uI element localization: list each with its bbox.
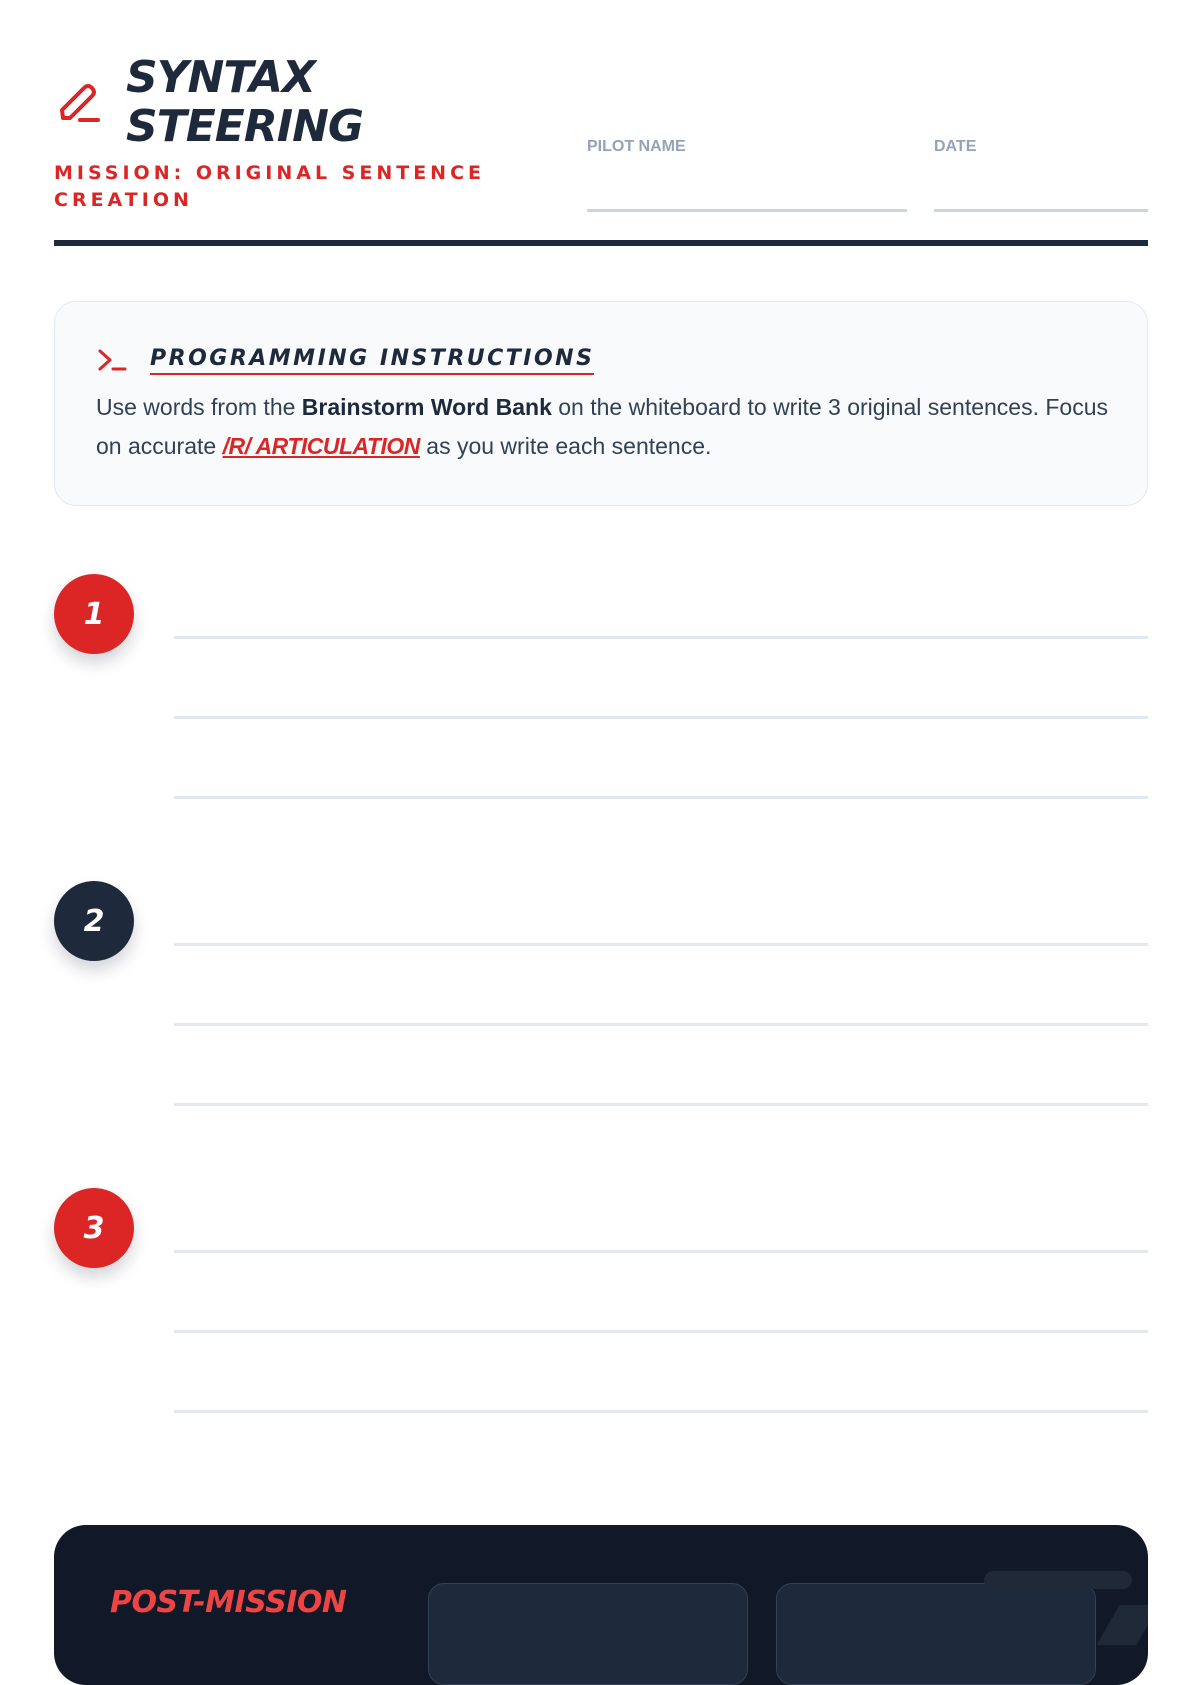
writing-line[interactable] [174, 1250, 1148, 1253]
pilot-name-line[interactable] [587, 209, 907, 212]
pilot-name-field[interactable] [587, 138, 907, 156]
title-line-1: SYNTAX [126, 52, 315, 103]
sentence-block-1 [54, 574, 1148, 814]
date-label: DATE [934, 138, 977, 155]
post-mission-corner-decoration [1096, 1605, 1148, 1645]
instructions-text [96, 388, 1116, 466]
post-mission-box-2[interactable] [776, 1583, 1096, 1685]
mission-subtitle: MISSION: ORIGINAL SENTENCE CREATION [54, 162, 485, 211]
sentence-block-3 [54, 1188, 1148, 1428]
worksheet-header [54, 50, 1148, 246]
writing-line[interactable] [174, 1330, 1148, 1333]
instructions-text-start: Use words from the [96, 394, 302, 420]
writing-line[interactable] [174, 636, 1148, 639]
post-mission-panel [54, 1525, 1148, 1685]
word-bank-reference: Brainstorm Word Bank [301, 394, 552, 420]
post-mission-title: POST-MISSION [110, 1585, 347, 1620]
instructions-title: PROGRAMMING INSTRUCTIONS [150, 346, 594, 375]
date-line[interactable] [934, 209, 1148, 212]
sentence-number-badge: 2 [54, 881, 134, 961]
sentence-number-badge: 3 [54, 1188, 134, 1268]
page-title [126, 53, 363, 151]
articulation-highlight: /R/ ARTICULATION [222, 433, 420, 459]
date-field[interactable] [934, 138, 1148, 156]
instructions-panel [54, 301, 1148, 506]
sentence-block-2 [54, 881, 1148, 1121]
sentence-number-badge: 1 [54, 574, 134, 654]
post-mission-decoration [984, 1571, 1132, 1589]
instructions-text-end: as you write each sentence. [419, 433, 712, 459]
pencil-icon [54, 80, 104, 130]
post-mission-box-1[interactable] [428, 1583, 748, 1685]
writing-line[interactable] [174, 1410, 1148, 1413]
title-line-2: STEERING [126, 101, 364, 152]
instructions-text-middle: on the whiteboard to write 3 original sentences. Focus on accurate [96, 394, 1109, 459]
writing-line[interactable] [174, 1103, 1148, 1106]
writing-line[interactable] [174, 943, 1148, 946]
pilot-name-label: PILOT NAME [587, 138, 686, 155]
writing-line[interactable] [174, 796, 1148, 799]
writing-line[interactable] [174, 716, 1148, 719]
header-divider [54, 240, 1148, 246]
writing-line[interactable] [174, 1023, 1148, 1026]
terminal-icon [97, 348, 127, 372]
